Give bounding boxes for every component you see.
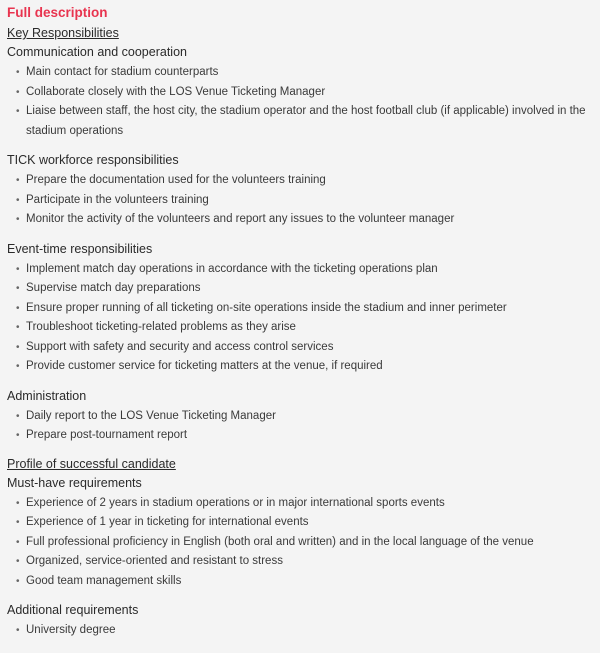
- list-item: • Organized, service-oriented and resistant to stress: [7, 552, 593, 572]
- list-item: • Experience of 2 years in stadium operations or in major international sports events: [7, 494, 593, 514]
- group-title-administration: Administration: [7, 388, 87, 403]
- page-title: Full description: [7, 5, 108, 20]
- group-title-additional: Additional requirements: [7, 603, 139, 617]
- bullet-icon: •: [16, 341, 20, 353]
- bullet-icon: •: [16, 86, 20, 98]
- group-title-workforce: TICK workforce responsibilities: [7, 153, 179, 167]
- list-item: • Participate in the volunteers training: [7, 191, 593, 211]
- bullet-icon: •: [16, 556, 20, 567]
- bullet-icon: •: [16, 361, 20, 372]
- list-event-time: [7, 260, 593, 377]
- section-heading-profile: Profile of successful candidate: [7, 456, 176, 471]
- group-title-communication: Communication and cooperation: [7, 45, 187, 59]
- list-item: • Troubleshoot ticketing-related problems as they arise: [7, 318, 593, 338]
- list-item: • Monitor the activity of the volunteers and report any issues to the volunteer manager: [7, 210, 593, 230]
- bullet-icon: •: [16, 175, 20, 186]
- list-item: • University degree: [7, 621, 593, 641]
- bullet-icon: •: [16, 302, 20, 314]
- bullet-icon: •: [16, 194, 20, 206]
- bullet-icon: •: [16, 497, 20, 509]
- bullet-icon: •: [16, 625, 20, 636]
- bullet-icon: •: [16, 322, 20, 333]
- bullet-icon: •: [16, 106, 20, 117]
- bullet-icon: •: [16, 67, 20, 78]
- list-communication: [7, 63, 593, 141]
- list-additional: [7, 621, 593, 641]
- list-item: • Prepare the documentation used for the volunteers training: [7, 171, 593, 191]
- group-title-must-have: Must-have requirements: [7, 475, 142, 490]
- list-item: • Ensure proper running of all ticketing on-site operations inside the stadium and inner perimeter: [7, 299, 593, 319]
- list-item: • Prepare post-tournament report: [7, 426, 593, 446]
- list-item: • Support with safety and security and access control services: [7, 338, 593, 358]
- bullet-icon: •: [16, 430, 20, 441]
- bullet-icon: •: [16, 536, 20, 548]
- list-must-have: [7, 494, 593, 592]
- bullet-icon: •: [16, 575, 20, 587]
- bullet-icon: •: [16, 214, 20, 225]
- list-item: • Experience of 1 year in ticketing for international events: [7, 513, 593, 533]
- list-item: • Main contact for stadium counterparts: [7, 63, 593, 83]
- list-item: • Collaborate closely with the LOS Venue Ticketing Manager: [7, 83, 593, 103]
- list-administration: [7, 407, 593, 446]
- list-item: • Provide customer service for ticketing matters at the venue, if required: [7, 357, 593, 377]
- group-title-event-time: Event-time responsibilities: [7, 241, 153, 256]
- list-item: • Good team management skills: [7, 572, 593, 592]
- bullet-icon: •: [16, 263, 20, 275]
- list-item: • Implement match day operations in accordance with the ticketing operations plan: [7, 260, 593, 280]
- list-workforce: [7, 171, 593, 230]
- bullet-icon: •: [16, 410, 20, 422]
- list-item: • Supervise match day preparations: [7, 279, 593, 299]
- list-item: • Daily report to the LOS Venue Ticketing Manager: [7, 407, 593, 427]
- bullet-icon: •: [16, 517, 20, 528]
- bullet-icon: •: [16, 283, 20, 294]
- list-item: • Full professional proficiency in English (both oral and written) and in the local language of the venue: [7, 533, 593, 553]
- section-heading-key-responsibilities: Key Responsibilities: [7, 26, 119, 40]
- list-item: • Liaise between staff, the host city, the stadium operator and the host football club (if applicable) involved in the stadium operations: [7, 102, 593, 141]
